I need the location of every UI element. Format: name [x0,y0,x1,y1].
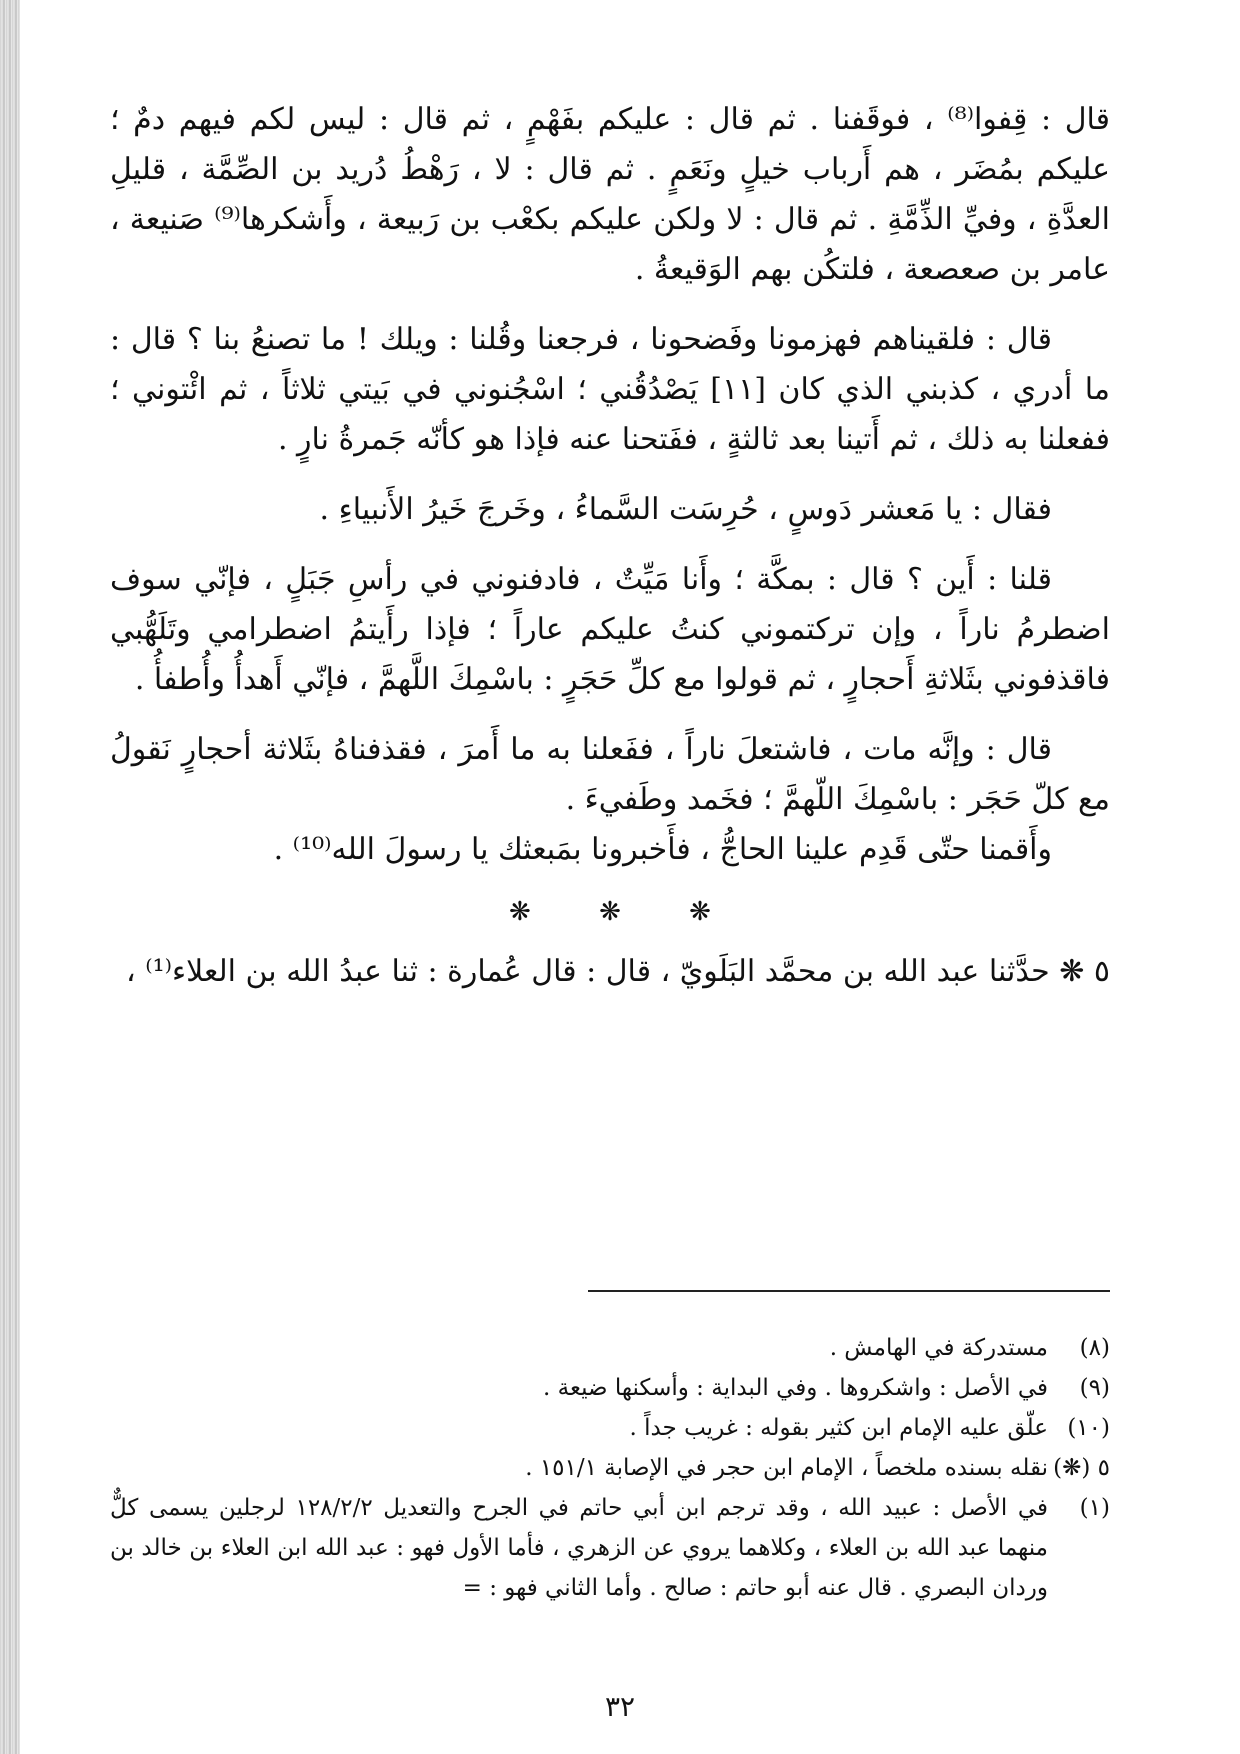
footnote [110,1448,1110,1488]
footnote-text: مستدركة في الهامش . [829,1335,1048,1361]
footnote-separator-line [588,1290,1110,1292]
footnote-mark: (٩) [1079,1375,1110,1401]
page-number: ٣٢ [604,1690,636,1723]
footnotes [110,1328,1110,1608]
footnote-text: في الأصل : واشكروها . وفي البداية : وأسكنها ضيعة . [543,1375,1048,1401]
paragraph-1: قال : قِفوا⁽⁸⁾ ، فوقَفنا . ثم قال : عليكم بفَهْمٍ ، ثم قال : ليس لكم فيهم دمٌ ؛ عليكم بمُضَر ، هم أَرباب خيلٍ ونَعَمٍ . ثم قال : لا ، رَهْطُ دُريد بن الصِّمَّة ، قليلِ العدَّةِ ، وفيِّ الذِّمَّةِ . ثم قال : لا ولكن عليكم بكعْب بن رَبيعة ، وأَشكرها⁽⁹⁾ صَنيعة ، عامر بن صعصعة ، فلتكُن بهم الوَقيعةُ . [110,102,1110,287]
footnote [110,1488,1110,1608]
footnote-mark: ٥ (❋) [1053,1455,1110,1481]
paragraph-4: قلنا : أَين ؟ قال : بمكَّة ؛ وأَنا مَيِّتٌ ، فادفنوني في رأسِ جَبَلٍ ، فإنّي سوف اضطرمُ ناراً ، وإن تركتموني كنتُ عليكم عاراً ؛ فإذا رأَيتمُ اضطرامي وتَلَهُّبي فاقذفوني بثَلاثةِ أَحجارٍ ، ثم قولوا مع كلِّ حَجَرٍ : باسْمِكَ اللَّهمَّ ، فإنّي أَهدأُ وأُطفأُ . [110,562,1110,697]
footnote-text: نقله بسنده ملخصاً ، الإمام ابن حجر في الإصابة ١٥١/١ . [525,1455,1048,1481]
footnote-mark: (١) [1079,1495,1110,1521]
paragraph-2: قال : فلقيناهم فهزمونا وفَضحونا ، فرجعنا وقُلنا : ويلك ! ما تصنعُ بنا ؟ قال : ما أدري ، كذبني الذي كان [١١] يَصْدُقُني ؛ اسْجُنوني في بَيتي ثلاثاً ، ثم ائْتوني ؛ ففعلنا به ذلك ، ثم أَتينا بعد ثالثةٍ ، ففَتحنا عنه فإذا هو كأنّه جَمرةُ نارٍ . [110,322,1110,457]
scan-binding-edge [0,0,20,1754]
footnote-text: في الأصل : عبيد الله ، وقد ترجم ابن أبي حاتم في الجرح والتعديل ١٢٨/٢/٢ لرجلين يسمى كلٌّ منهما عبد الله بن العلاء ، وكلاهما يروي عن الزهري ، فأما الأول فهو : عبد الله ابن العلاء بن خالد بن وردان البصري . قال عنه أبو حاتم : صالح . وأما الثاني فهو : = [110,1495,1048,1601]
section-separator-stars: ❋ ❋ ❋ [509,897,711,927]
hadith-opening-line: ٥ ❋ حدَّثنا عبد الله بن محمَّد البَلَويّ ، قال : قال عُمارة : ثنا عبدُ الله بن العلاء⁽¹⁾ ، [125,954,1110,989]
paragraph-5: قال : وإنَّه مات ، فاشتعلَ ناراً ، ففَعلنا به ما أَمرَ ، فقذفناهُ بثَلاثة أحجارٍ نَقولُ مع كلّ حَجَر : باسْمِكَ اللّهمَّ ؛ فخَمد وطَفيءَ . [110,732,1110,817]
footnote [110,1328,1110,1368]
footnote [110,1408,1110,1448]
footnote-text: علّق عليه الإمام ابن كثير بقوله : غريب جداً . [629,1415,1048,1441]
footnote-mark: (٨) [1079,1335,1110,1361]
footnote [110,1368,1110,1408]
main-text [110,95,1110,997]
paragraph-3: فقال : يا مَعشر دَوسٍ ، حُرِسَت السَّماءُ ، وخَرجَ خَيرُ الأَنبياءِ . [319,492,1052,527]
footnote-mark: (١٠) [1067,1415,1110,1441]
paragraph-6: وأَقمنا حتّى قَدِم علينا الحاجُّ ، فأَخبرونا بمَبعثك يا رسولَ الله⁽¹⁰⁾ . [273,832,1052,867]
